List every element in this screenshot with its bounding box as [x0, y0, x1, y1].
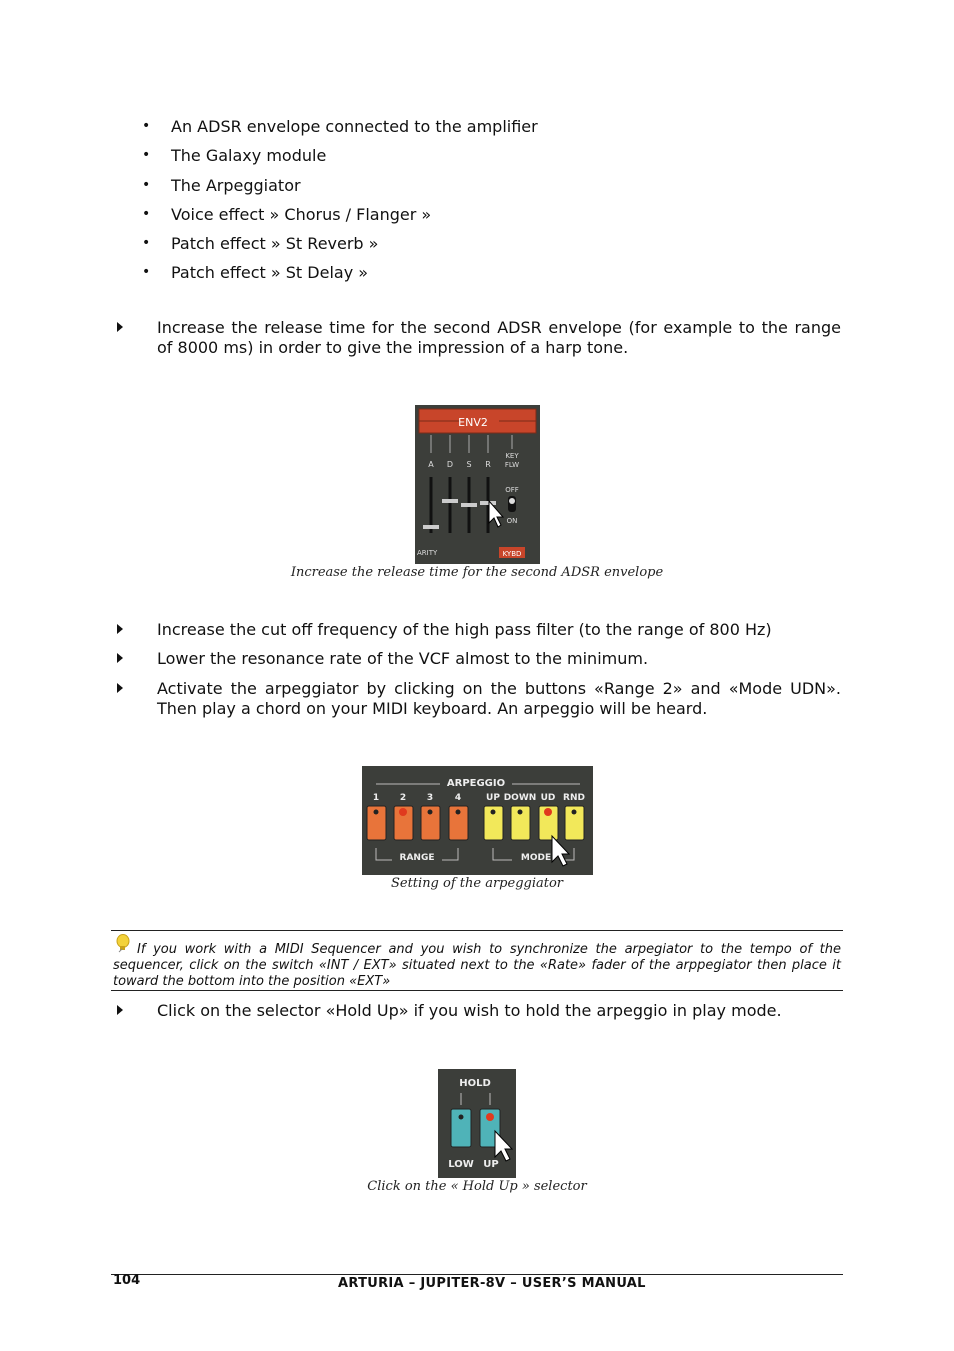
feature-list [140, 112, 538, 288]
note-bottom-rule [111, 990, 843, 991]
page-number: 104 [113, 1273, 141, 1288]
flw-label: FLW [504, 461, 520, 469]
hold-up-label: UP [483, 1159, 499, 1170]
slider-label-s: S [466, 460, 472, 469]
env2-caption: Increase the release time for the second ADSR envelope [290, 565, 664, 580]
arpeggio-title: ARPEGGIO [446, 778, 506, 789]
slider-label-r: R [485, 460, 491, 469]
mode-ud-label: UD [540, 793, 556, 803]
env2-panel-image [415, 405, 540, 564]
slider-label-a: A [428, 460, 434, 469]
slider-a[interactable] [423, 525, 439, 529]
range-4-label: 4 [454, 793, 462, 803]
manual-title: ARTURIA – JUPITER-8V – USER’S MANUAL [338, 1276, 646, 1291]
step-hold: Click on the selector «Hold Up» if you wish to hold the arpeggio in play mode. [117, 1001, 841, 1021]
slider-r[interactable] [480, 501, 496, 505]
key-label: KEY [505, 452, 519, 460]
step-resonance: Lower the resonance rate of the VCF almost to the minimum. [117, 649, 841, 669]
arpeggio-panel-image [362, 766, 593, 875]
slider-s[interactable] [461, 503, 477, 507]
range-2-label: 2 [399, 793, 407, 803]
note-text: If you work with a MIDI Sequencer and you wish to synchronize the arpegiator to the tempo of the sequencer, click on the switch «INT / EXT» situated next to the «Rate» fader of the arppegiator then place it toward the bottom into the position «EXT» [113, 942, 841, 989]
hold-up-led [486, 1113, 494, 1121]
list-item: • The Arpeggiator [142, 175, 301, 195]
range-3-label: 3 [426, 793, 434, 803]
arrow-right-icon [117, 653, 123, 663]
footer-rule [111, 1274, 843, 1275]
arrow-right-icon [117, 322, 123, 332]
hold-panel-image [438, 1069, 516, 1178]
mode-up-label: UP [486, 793, 500, 803]
mode-label: MODE [520, 853, 552, 863]
list-item: • Voice effect » Chorus / Flanger » [142, 204, 432, 224]
mode-down-label: DOWN [503, 793, 537, 803]
step-arpeggiator: Activate the arpeggiator by clicking on the buttons «Range 2» and «Mode UDN». Then play a chord on your MIDI keyboard. An arpeggio will be heard. [117, 679, 841, 718]
step-release: Increase the release time for the second ADSR envelope (for example to the range of 8000 ms) in order to give the impression of a harp tone. [117, 318, 841, 357]
range-1-label: 1 [372, 793, 380, 803]
arrow-right-icon [117, 624, 123, 634]
env2-title: ENV2 [458, 416, 488, 429]
note-top-rule [111, 930, 843, 931]
mode-ud-led [544, 808, 552, 816]
slider-label-d: D [446, 460, 454, 469]
mode-rnd-label: RND [563, 793, 585, 803]
list-item: • Patch effect » St Reverb » [142, 234, 379, 254]
polarity-label: ARITY [417, 549, 438, 557]
list-item: • Patch effect » St Delay » [142, 263, 369, 283]
arrow-right-icon [117, 683, 123, 693]
arpeggio-caption: Setting of the arpeggiator [390, 876, 564, 891]
range-label: RANGE [399, 853, 435, 863]
arrow-right-icon [117, 1005, 123, 1015]
kybd-label: KYBD [502, 550, 522, 558]
step-cutoff: Increase the cut off frequency of the high pass filter (to the range of 800 Hz) [117, 620, 841, 640]
range-2-led [399, 808, 407, 816]
switch-on-label: ON [506, 517, 518, 525]
hold-caption: Click on the « Hold Up » selector [367, 1179, 587, 1194]
hold-title: HOLD [459, 1078, 491, 1089]
slider-d[interactable] [442, 499, 458, 503]
list-item: • An ADSR envelope connected to the amplifier [142, 117, 538, 136]
hold-low-label: LOW [448, 1159, 474, 1170]
switch-off-label: OFF [505, 486, 519, 494]
list-item: • The Galaxy module [142, 146, 327, 166]
